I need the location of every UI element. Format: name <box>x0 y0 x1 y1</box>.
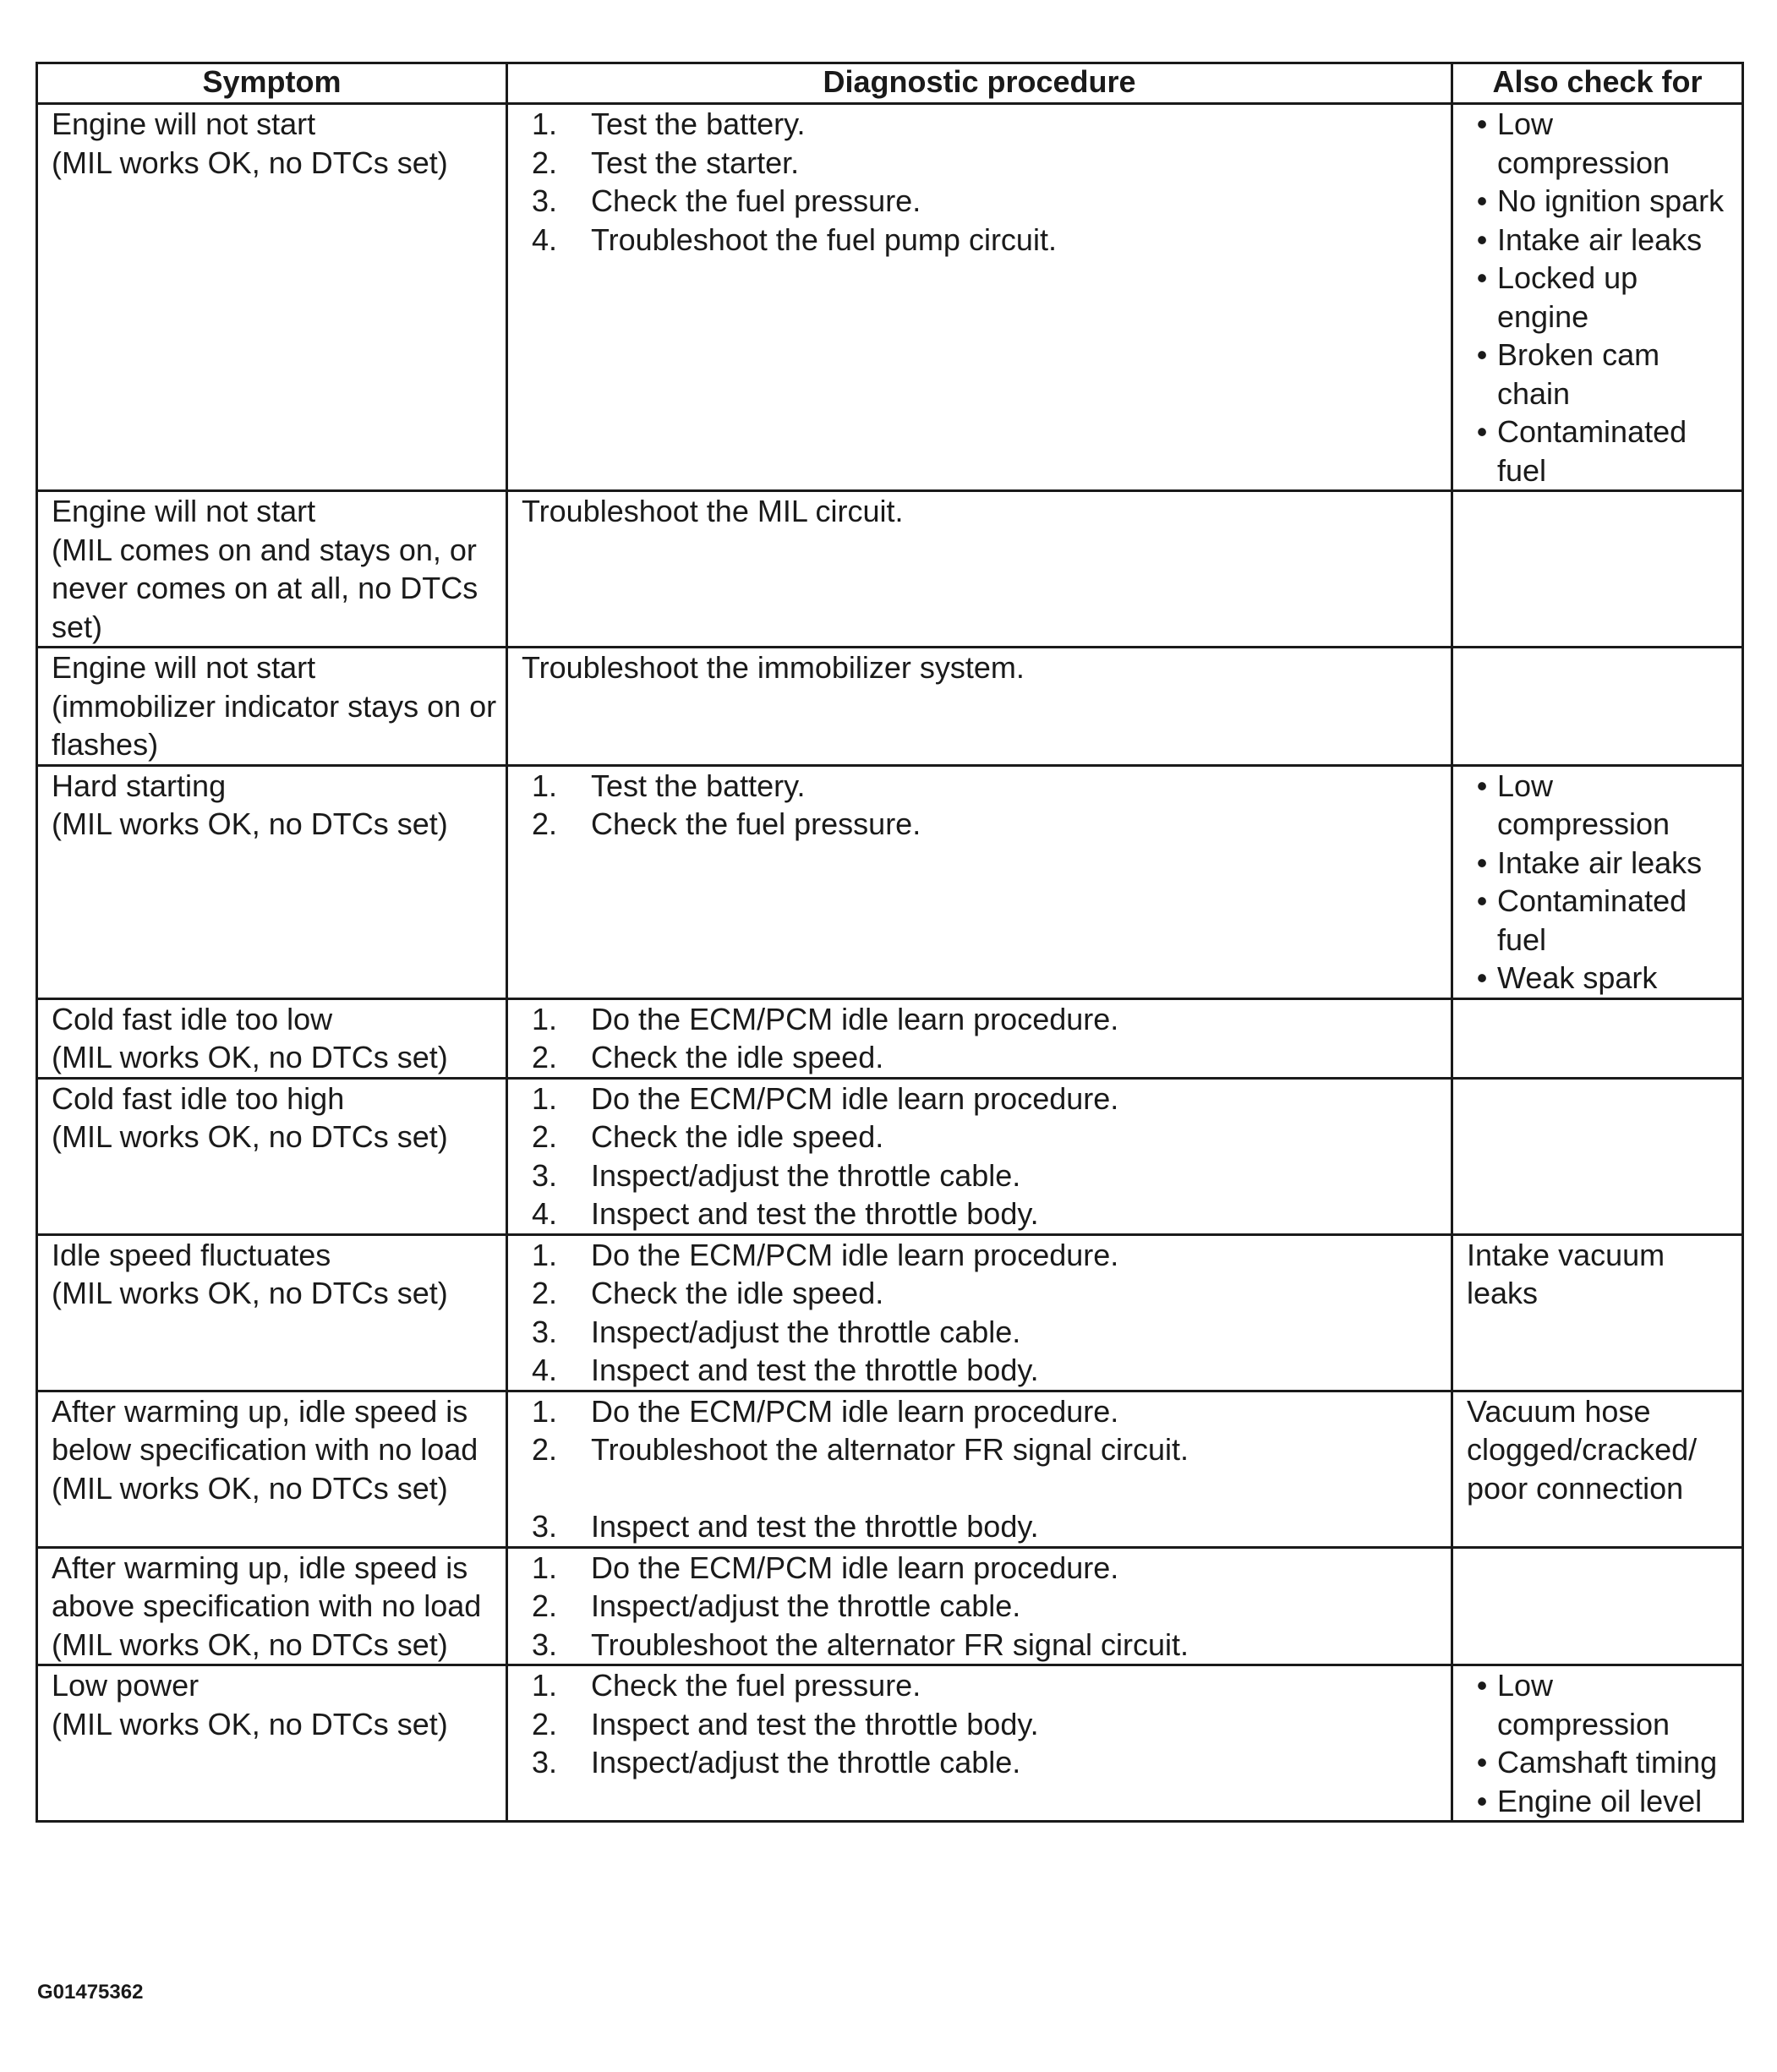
symptom-title: Low power <box>52 1668 200 1703</box>
step-text: Check the fuel pressure. <box>591 806 921 841</box>
symptom-condition: (MIL works OK, no DTCs set) <box>52 1470 448 1506</box>
check-text: Contaminated fuel <box>1497 883 1687 957</box>
check-item <box>1467 105 1733 182</box>
step-number: 1. <box>532 1001 558 1036</box>
symptom-cell <box>37 1391 507 1547</box>
also-check-cell <box>1452 648 1743 766</box>
check-text: No ignition spark <box>1497 183 1725 218</box>
procedure-cell <box>507 1234 1452 1391</box>
symptom-cell <box>37 765 507 998</box>
check-text: Weak spark <box>1497 960 1658 995</box>
table-row <box>37 998 1743 1078</box>
bullet-icon: • <box>1476 183 1488 218</box>
procedure-steps <box>522 1392 1442 1546</box>
table-row <box>37 1547 1743 1665</box>
also-check-cell <box>1452 1391 1743 1547</box>
procedure-steps <box>522 1549 1442 1665</box>
bullet-icon: • <box>1476 337 1488 372</box>
step-number: 2. <box>532 1276 558 1310</box>
check-item <box>1467 221 1733 260</box>
check-text: Engine oil level <box>1497 1783 1703 1818</box>
step-number: 4. <box>532 1196 558 1231</box>
bullet-icon: • <box>1476 1745 1488 1780</box>
symptom-condition: (MIL works OK, no DTCs set) <box>52 1276 448 1310</box>
table-row <box>37 1665 1743 1822</box>
diagnostic-sheet <box>36 62 1741 1823</box>
table-row <box>37 104 1743 491</box>
step-number: 1. <box>532 768 558 803</box>
check-text: Low compression <box>1497 107 1670 180</box>
step-number: 3. <box>532 1314 558 1349</box>
step-number: 3. <box>532 1745 558 1780</box>
step-text: Do the ECM/PCM idle learn procedure. <box>591 1550 1119 1585</box>
step-text: Inspect and test the throttle body. <box>591 1196 1039 1231</box>
symptom-title: Cold fast idle too high <box>52 1080 345 1116</box>
symptom-cell <box>37 1078 507 1234</box>
procedure-step <box>532 767 1442 806</box>
check-list <box>1467 105 1733 489</box>
symptom-title: Hard starting <box>52 768 227 803</box>
procedure-text: Troubleshoot the MIL circuit. <box>522 494 904 528</box>
procedure-step <box>532 1666 1442 1705</box>
step-text: Check the idle speed. <box>591 1040 884 1074</box>
also-check-cell <box>1452 1665 1743 1822</box>
bullet-icon: • <box>1476 960 1488 995</box>
bullet-icon: • <box>1476 414 1488 449</box>
procedure-step <box>532 1195 1442 1233</box>
check-text: Locked up engine <box>1497 260 1638 334</box>
bullet-icon: • <box>1476 883 1488 918</box>
procedure-step <box>532 1080 1442 1118</box>
symptom-cell <box>37 998 507 1078</box>
procedure-cell <box>507 648 1452 766</box>
check-text: Broken cam chain <box>1497 337 1660 411</box>
procedure-step <box>532 1507 1442 1546</box>
bullet-icon: • <box>1476 221 1488 257</box>
symptom-title: After warming up, idle speed is above specification with no load <box>52 1550 482 1623</box>
also-check-cell <box>1452 1078 1743 1234</box>
procedure-step <box>532 1313 1442 1352</box>
procedure-cell <box>507 1665 1452 1822</box>
procedure-step <box>532 1626 1442 1665</box>
procedure-steps <box>522 1236 1442 1390</box>
header-symptom: Symptom <box>37 63 507 104</box>
symptom-title: Engine will not start <box>52 650 316 685</box>
step-text: Inspect/adjust the throttle cable. <box>591 1588 1021 1623</box>
procedure-step <box>532 144 1442 183</box>
check-text: Intake air leaks <box>1497 221 1703 257</box>
check-item <box>1467 182 1733 221</box>
step-text: Troubleshoot the fuel pump circuit. <box>591 221 1057 257</box>
symptom-condition: (MIL comes on and stays on, or never comes on at all, no DTCs set) <box>52 532 478 644</box>
troubleshooting-table <box>36 62 1744 1823</box>
step-text: Inspect and test the throttle body. <box>591 1706 1039 1741</box>
also-check-cell <box>1452 765 1743 998</box>
step-number: 2. <box>532 1119 558 1154</box>
procedure-step <box>532 1000 1442 1039</box>
symptom-cell <box>37 648 507 766</box>
procedure-step <box>532 1392 1442 1431</box>
step-text: Troubleshoot the alternator FR signal circuit. <box>591 1432 1189 1467</box>
check-text: Intake vacuum leaks <box>1467 1237 1665 1310</box>
step-number: 1. <box>532 1668 558 1703</box>
symptom-title: Cold fast idle too low <box>52 1001 333 1036</box>
procedure-step <box>532 805 1442 844</box>
check-item <box>1467 336 1733 413</box>
symptom-cell <box>37 1234 507 1391</box>
procedure-step <box>532 221 1442 260</box>
symptom-title: Engine will not start <box>52 107 316 141</box>
symptom-condition: (MIL works OK, no DTCs set) <box>52 1040 448 1074</box>
check-text: Contaminated fuel <box>1497 414 1687 488</box>
step-number: 3. <box>532 1157 558 1193</box>
also-check-cell <box>1452 1234 1743 1391</box>
step-number: 2. <box>532 1588 558 1623</box>
step-text: Test the battery. <box>591 768 806 803</box>
step-text: Do the ECM/PCM idle learn procedure. <box>591 1393 1119 1429</box>
step-number: 2. <box>532 806 558 841</box>
step-text: Inspect/adjust the throttle cable. <box>591 1157 1021 1193</box>
step-text: Troubleshoot the alternator FR signal circuit. <box>591 1626 1189 1662</box>
step-number: 2. <box>532 1040 558 1074</box>
step-text: Do the ECM/PCM idle learn procedure. <box>591 1001 1119 1036</box>
step-text: Check the fuel pressure. <box>591 1668 921 1703</box>
step-text: Test the starter. <box>591 145 800 180</box>
procedure-step <box>532 1430 1442 1469</box>
step-text: Check the idle speed. <box>591 1276 884 1310</box>
procedure-step <box>532 1587 1442 1626</box>
procedure-step <box>532 182 1442 221</box>
procedure-step <box>532 1743 1442 1782</box>
symptom-title: Engine will not start <box>52 494 316 528</box>
symptom-title: After warming up, idle speed is below specification with no load <box>52 1393 478 1467</box>
step-number: 2. <box>532 1432 558 1467</box>
table-row <box>37 491 1743 648</box>
step-number: 1. <box>532 1393 558 1429</box>
table-row <box>37 765 1743 998</box>
step-number: 3. <box>532 1626 558 1662</box>
symptom-condition: (MIL works OK, no DTCs set) <box>52 1119 448 1154</box>
procedure-step <box>532 105 1442 144</box>
symptom-condition: (MIL works OK, no DTCs set) <box>52 806 448 841</box>
check-text: Vacuum hose clogged/cracked/ poor connection <box>1467 1393 1698 1506</box>
step-text: Test the battery. <box>591 107 806 141</box>
symptom-cell <box>37 1547 507 1665</box>
procedure-step <box>532 1236 1442 1275</box>
check-list <box>1467 1666 1733 1820</box>
step-number: 1. <box>532 1237 558 1272</box>
symptom-condition: (MIL works OK, no DTCs set) <box>52 1626 448 1662</box>
bullet-icon: • <box>1476 1783 1488 1818</box>
check-item <box>1467 882 1733 959</box>
check-text: Intake air leaks <box>1497 845 1703 880</box>
procedure-step <box>532 1351 1442 1390</box>
procedure-step <box>532 1038 1442 1077</box>
procedure-step <box>532 1549 1442 1588</box>
step-text: Check the idle speed. <box>591 1119 884 1154</box>
check-item <box>1467 1666 1733 1743</box>
symptom-cell <box>37 491 507 648</box>
header-also-check-for: Also check for <box>1452 63 1743 104</box>
check-item <box>1467 844 1733 883</box>
procedure-text: Troubleshoot the immobilizer system. <box>522 650 1025 685</box>
check-text: Camshaft timing <box>1497 1745 1718 1780</box>
check-item <box>1467 1782 1733 1821</box>
procedure-cell <box>507 1391 1452 1547</box>
table-row <box>37 648 1743 766</box>
step-number: 2. <box>532 145 558 180</box>
step-text: Inspect/adjust the throttle cable. <box>591 1745 1021 1780</box>
step-text: Check the fuel pressure. <box>591 183 921 218</box>
step-text: Inspect and test the throttle body. <box>591 1353 1039 1387</box>
table-header-row <box>37 63 1743 104</box>
procedure-steps <box>522 1666 1442 1782</box>
check-item <box>1467 959 1733 998</box>
procedure-step <box>532 1118 1442 1156</box>
step-number: 1. <box>532 1550 558 1585</box>
procedure-cell <box>507 104 1452 491</box>
symptom-condition: (immobilizer indicator stays on or flashes) <box>52 688 497 762</box>
bullet-icon: • <box>1476 107 1488 141</box>
bullet-icon: • <box>1476 1668 1488 1703</box>
procedure-cell <box>507 1078 1452 1234</box>
procedure-cell <box>507 491 1452 648</box>
step-text: Inspect/adjust the throttle cable. <box>591 1314 1021 1349</box>
symptom-condition: (MIL works OK, no DTCs set) <box>52 1706 448 1741</box>
check-list <box>1467 767 1733 998</box>
check-item <box>1467 767 1733 844</box>
table-row <box>37 1234 1743 1391</box>
check-text: Low compression <box>1497 768 1670 841</box>
procedure-step <box>532 1156 1442 1195</box>
also-check-cell <box>1452 491 1743 648</box>
step-number: 3. <box>532 183 558 218</box>
procedure-cell <box>507 765 1452 998</box>
step-number: 2. <box>532 1706 558 1741</box>
step-text: Do the ECM/PCM idle learn procedure. <box>591 1237 1119 1272</box>
symptom-cell <box>37 1665 507 1822</box>
procedure-step <box>532 1274 1442 1313</box>
also-check-cell <box>1452 1547 1743 1665</box>
symptom-condition: (MIL works OK, no DTCs set) <box>52 145 448 180</box>
step-number: 1. <box>532 107 558 141</box>
procedure-cell <box>507 1547 1452 1665</box>
figure-code: G01475362 <box>37 1981 144 2004</box>
table-row <box>37 1078 1743 1234</box>
check-text: Low compression <box>1497 1668 1670 1741</box>
step-number: 4. <box>532 1353 558 1387</box>
check-item <box>1467 1743 1733 1782</box>
symptom-cell <box>37 104 507 491</box>
procedure-step <box>532 1705 1442 1744</box>
bullet-icon: • <box>1476 260 1488 295</box>
step-text: Inspect and test the throttle body. <box>591 1509 1039 1544</box>
procedure-cell <box>507 998 1452 1078</box>
bullet-icon: • <box>1476 845 1488 880</box>
header-diagnostic-procedure: Diagnostic procedure <box>507 63 1452 104</box>
symptom-title: Idle speed fluctuates <box>52 1237 331 1272</box>
step-number: 3. <box>532 1509 558 1544</box>
also-check-cell <box>1452 998 1743 1078</box>
also-check-cell <box>1452 104 1743 491</box>
procedure-steps <box>522 1080 1442 1233</box>
step-number: 1. <box>532 1080 558 1116</box>
procedure-steps <box>522 767 1442 844</box>
check-item <box>1467 413 1733 489</box>
check-item <box>1467 259 1733 336</box>
step-number: 4. <box>532 221 558 257</box>
procedure-steps <box>522 105 1442 259</box>
table-row <box>37 1391 1743 1547</box>
procedure-steps <box>522 1000 1442 1077</box>
bullet-icon: • <box>1476 768 1488 803</box>
step-text: Do the ECM/PCM idle learn procedure. <box>591 1080 1119 1116</box>
